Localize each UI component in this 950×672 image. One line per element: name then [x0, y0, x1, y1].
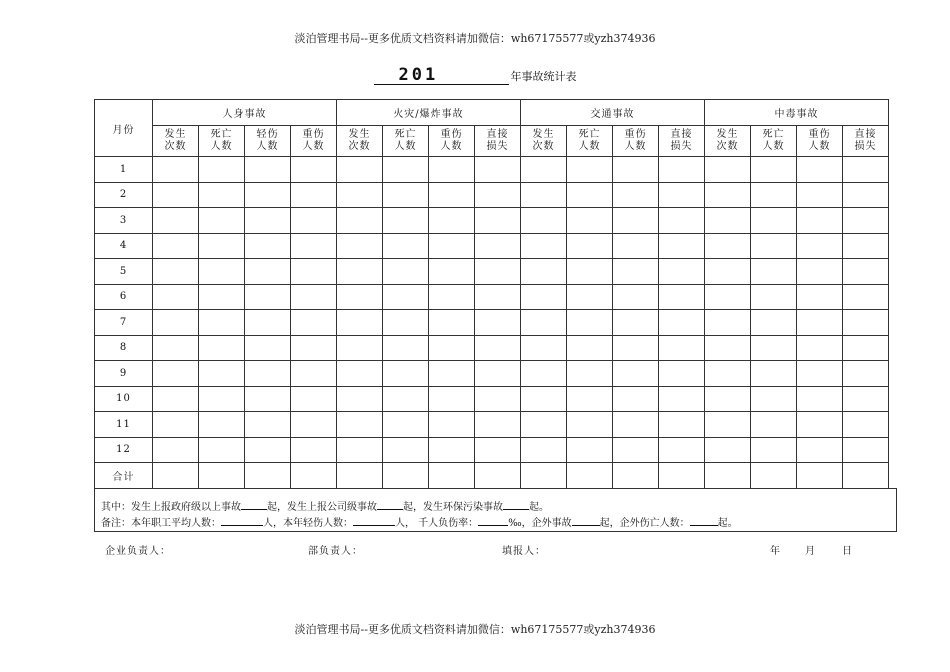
entry-cell[interactable]: [567, 259, 613, 285]
sub-column-header: 重伤 人数: [797, 126, 843, 157]
table-row: [95, 361, 889, 387]
entry-cell[interactable]: [521, 386, 567, 412]
entry-cell[interactable]: [705, 182, 751, 208]
notes-text: 起，发生上报公司级事故: [267, 502, 377, 513]
entry-cell[interactable]: [797, 284, 843, 310]
entry-cell[interactable]: [521, 284, 567, 310]
entry-cell[interactable]: [337, 233, 383, 259]
entry-cell[interactable]: [567, 361, 613, 387]
entry-cell[interactable]: [337, 412, 383, 438]
sub-column-header: 直接 损失: [659, 126, 705, 157]
entry-cell[interactable]: [383, 233, 429, 259]
entry-cell[interactable]: [843, 233, 889, 259]
entry-cell[interactable]: [475, 335, 521, 361]
entry-cell[interactable]: [613, 335, 659, 361]
notes-text: 人，本年轻伤人数：: [263, 518, 353, 529]
month-cell: 合计: [95, 463, 153, 489]
entry-cell[interactable]: [245, 233, 291, 259]
entry-cell[interactable]: [613, 284, 659, 310]
entry-cell[interactable]: [475, 259, 521, 285]
entry-cell[interactable]: [383, 310, 429, 336]
entry-cell[interactable]: [567, 284, 613, 310]
entry-cell[interactable]: [567, 463, 613, 489]
entry-cell[interactable]: [843, 284, 889, 310]
entry-cell[interactable]: [705, 386, 751, 412]
dept-head-label: 部负责人：: [308, 546, 363, 557]
table-row: [95, 335, 889, 361]
entry-cell[interactable]: [567, 437, 613, 463]
entry-cell[interactable]: [199, 412, 245, 438]
entry-cell[interactable]: [659, 386, 705, 412]
table-row: [95, 310, 889, 336]
entry-cell[interactable]: [797, 157, 843, 183]
entry-cell[interactable]: [843, 463, 889, 489]
entry-cell[interactable]: [153, 310, 199, 336]
entry-cell[interactable]: [567, 157, 613, 183]
entry-cell[interactable]: [705, 412, 751, 438]
entry-cell[interactable]: [383, 463, 429, 489]
entry-cell[interactable]: [705, 284, 751, 310]
entry-cell[interactable]: [567, 182, 613, 208]
entry-cell[interactable]: [843, 157, 889, 183]
entry-cell[interactable]: [659, 208, 705, 234]
sub-column-header: 发生 次数: [705, 126, 751, 157]
sub-column-header: 直接 损失: [843, 126, 889, 157]
entry-cell[interactable]: [337, 310, 383, 336]
entry-cell[interactable]: [475, 412, 521, 438]
entry-cell[interactable]: [843, 386, 889, 412]
entry-cell[interactable]: [429, 284, 475, 310]
notes-line-1: [101, 499, 890, 515]
entry-cell[interactable]: [153, 284, 199, 310]
day-label: 日: [842, 546, 853, 557]
entry-cell[interactable]: [245, 463, 291, 489]
entry-cell[interactable]: [751, 284, 797, 310]
entry-cell[interactable]: [659, 284, 705, 310]
entry-cell[interactable]: [843, 208, 889, 234]
entry-cell[interactable]: [429, 361, 475, 387]
sub-column-header: 死亡 人数: [567, 126, 613, 157]
entry-cell[interactable]: [797, 463, 843, 489]
entry-cell[interactable]: [659, 259, 705, 285]
notes-text: ‰，企外事故: [508, 518, 572, 529]
entry-cell[interactable]: [383, 386, 429, 412]
entry-cell[interactable]: [291, 310, 337, 336]
entry-cell[interactable]: [659, 335, 705, 361]
table-row: [95, 259, 889, 285]
entry-cell[interactable]: [705, 335, 751, 361]
minor-injury-blank: [353, 515, 395, 526]
entry-cell[interactable]: [153, 182, 199, 208]
entry-cell[interactable]: [567, 335, 613, 361]
entry-cell[interactable]: [153, 233, 199, 259]
sub-column-header: 重伤 人数: [291, 126, 337, 157]
entry-cell[interactable]: [245, 259, 291, 285]
entry-cell[interactable]: [337, 157, 383, 183]
entry-cell[interactable]: [429, 208, 475, 234]
entry-cell[interactable]: [245, 157, 291, 183]
entry-cell[interactable]: [797, 259, 843, 285]
entry-cell[interactable]: [383, 437, 429, 463]
entry-cell[interactable]: [797, 182, 843, 208]
entry-cell[interactable]: [429, 233, 475, 259]
entry-cell[interactable]: [245, 208, 291, 234]
sub-column-header: 发生 次数: [337, 126, 383, 157]
entry-cell[interactable]: [843, 182, 889, 208]
entry-cell[interactable]: [751, 259, 797, 285]
sub-column-header: 重伤 人数: [613, 126, 659, 157]
entry-cell[interactable]: [291, 437, 337, 463]
month-column-header: 月份: [95, 100, 153, 157]
injury-rate-blank: [478, 515, 508, 526]
entry-cell[interactable]: [751, 335, 797, 361]
entry-cell[interactable]: [659, 157, 705, 183]
entry-cell[interactable]: [199, 386, 245, 412]
entry-cell[interactable]: [705, 208, 751, 234]
month-cell: 4: [95, 233, 153, 259]
entry-cell[interactable]: [567, 208, 613, 234]
entry-cell[interactable]: [705, 361, 751, 387]
entry-cell[interactable]: [383, 361, 429, 387]
entry-cell[interactable]: [153, 335, 199, 361]
entry-cell[interactable]: [705, 463, 751, 489]
accident-statistics-table: [94, 99, 889, 489]
sub-column-header: 死亡 人数: [751, 126, 797, 157]
entry-cell[interactable]: [751, 310, 797, 336]
entry-cell[interactable]: [659, 233, 705, 259]
table-row: [95, 208, 889, 234]
entry-cell[interactable]: [705, 157, 751, 183]
table-row: [95, 412, 889, 438]
notes-line-2: [101, 515, 890, 531]
entry-cell[interactable]: [705, 259, 751, 285]
entry-cell[interactable]: [521, 412, 567, 438]
footer-watermark: 淡泊管理书局--更多优质文档资料请加微信：wh67175577或yzh374936: [294, 623, 656, 636]
entry-cell[interactable]: [475, 361, 521, 387]
entry-cell[interactable]: [613, 157, 659, 183]
gov-accident-blank: [241, 499, 267, 510]
sub-column-header: 死亡 人数: [199, 126, 245, 157]
group-header: 中毒事故: [705, 100, 889, 126]
entry-cell[interactable]: [659, 412, 705, 438]
entry-cell[interactable]: [613, 208, 659, 234]
entry-cell[interactable]: [291, 335, 337, 361]
entry-cell[interactable]: [613, 310, 659, 336]
entry-cell[interactable]: [199, 182, 245, 208]
entry-cell[interactable]: [613, 386, 659, 412]
notes-text: 起，发生环保污染事故: [403, 502, 503, 513]
entry-cell[interactable]: [383, 412, 429, 438]
entry-cell[interactable]: [475, 182, 521, 208]
month-cell: 5: [95, 259, 153, 285]
entry-cell[interactable]: [751, 182, 797, 208]
month-cell: 8: [95, 335, 153, 361]
entry-cell[interactable]: [567, 233, 613, 259]
entry-cell[interactable]: [751, 157, 797, 183]
entry-cell[interactable]: [337, 386, 383, 412]
entry-cell[interactable]: [245, 412, 291, 438]
month-cell: 7: [95, 310, 153, 336]
entry-cell[interactable]: [475, 463, 521, 489]
notes-text: 其中：发生上报政府级以上事故: [101, 502, 241, 513]
entry-cell[interactable]: [245, 284, 291, 310]
entry-cell[interactable]: [475, 284, 521, 310]
entry-cell[interactable]: [521, 310, 567, 336]
company-head-label: 企业负责人：: [105, 546, 171, 557]
entry-cell[interactable]: [521, 182, 567, 208]
entry-cell[interactable]: [383, 182, 429, 208]
entry-cell[interactable]: [705, 310, 751, 336]
env-accident-blank: [503, 499, 529, 510]
external-casualty-blank: [690, 515, 718, 526]
entry-cell[interactable]: [475, 310, 521, 336]
year-field: 201: [374, 66, 509, 85]
entry-cell[interactable]: [475, 157, 521, 183]
entry-cell[interactable]: [751, 233, 797, 259]
entry-cell[interactable]: [613, 361, 659, 387]
group-header: 人身事故: [153, 100, 337, 126]
entry-cell[interactable]: [751, 386, 797, 412]
entry-cell[interactable]: [199, 233, 245, 259]
entry-cell[interactable]: [291, 259, 337, 285]
entry-cell[interactable]: [337, 259, 383, 285]
entry-cell[interactable]: [475, 233, 521, 259]
entry-cell[interactable]: [153, 412, 199, 438]
entry-cell[interactable]: [153, 208, 199, 234]
entry-cell[interactable]: [199, 335, 245, 361]
entry-cell[interactable]: [843, 259, 889, 285]
entry-cell[interactable]: [613, 412, 659, 438]
entry-cell[interactable]: [429, 310, 475, 336]
entry-cell[interactable]: [291, 208, 337, 234]
sub-column-header: 死亡 人数: [383, 126, 429, 157]
entry-cell[interactable]: [521, 157, 567, 183]
month-cell: 11: [95, 412, 153, 438]
entry-cell[interactable]: [199, 208, 245, 234]
entry-cell[interactable]: [843, 335, 889, 361]
notes-box: [94, 488, 897, 532]
month-cell: 12: [95, 437, 153, 463]
sub-column-header: 轻伤 人数: [245, 126, 291, 157]
entry-cell[interactable]: [613, 463, 659, 489]
month-cell: 3: [95, 208, 153, 234]
group-header: 交通事故: [521, 100, 705, 126]
entry-cell[interactable]: [659, 310, 705, 336]
entry-cell[interactable]: [843, 437, 889, 463]
title-text: 年事故统计表: [510, 70, 577, 83]
entry-cell[interactable]: [751, 361, 797, 387]
table-row: [95, 233, 889, 259]
entry-cell[interactable]: [843, 310, 889, 336]
month-cell: 9: [95, 361, 153, 387]
entry-cell[interactable]: [429, 386, 475, 412]
entry-cell[interactable]: [751, 437, 797, 463]
entry-cell[interactable]: [429, 335, 475, 361]
notes-text: 起。: [529, 502, 549, 513]
month-cell: 6: [95, 284, 153, 310]
table-row: [95, 284, 889, 310]
entry-cell[interactable]: [199, 437, 245, 463]
table-row: [95, 182, 889, 208]
entry-cell[interactable]: [199, 361, 245, 387]
notes-text: 人， 千人负伤率：: [395, 518, 479, 529]
entry-cell[interactable]: [659, 182, 705, 208]
table-row: [95, 437, 889, 463]
entry-cell[interactable]: [751, 412, 797, 438]
entry-cell[interactable]: [245, 361, 291, 387]
entry-cell[interactable]: [383, 335, 429, 361]
notes-text: 备注：本年职工平均人数：: [101, 518, 221, 529]
entry-cell[interactable]: [245, 335, 291, 361]
entry-cell[interactable]: [613, 233, 659, 259]
table-row: [95, 157, 889, 183]
entry-cell[interactable]: [429, 463, 475, 489]
entry-cell[interactable]: [153, 157, 199, 183]
entry-cell[interactable]: [245, 182, 291, 208]
filler-label: 填报人：: [502, 546, 546, 557]
entry-cell[interactable]: [199, 259, 245, 285]
entry-cell[interactable]: [797, 310, 843, 336]
entry-cell[interactable]: [705, 233, 751, 259]
entry-cell[interactable]: [291, 386, 337, 412]
entry-cell[interactable]: [153, 259, 199, 285]
entry-cell[interactable]: [383, 157, 429, 183]
entry-cell[interactable]: [843, 412, 889, 438]
table-row: [95, 386, 889, 412]
header-watermark: 淡泊管理书局--更多优质文档资料请加微信：wh67175577或yzh374936: [294, 32, 656, 45]
entry-cell[interactable]: [475, 437, 521, 463]
group-header: 火灾/爆炸事故: [337, 100, 521, 126]
entry-cell[interactable]: [199, 284, 245, 310]
entry-cell[interactable]: [153, 437, 199, 463]
notes-text: 起，企外伤亡人数：: [599, 518, 690, 529]
company-accident-blank: [377, 499, 403, 510]
month-cell: 1: [95, 157, 153, 183]
entry-cell[interactable]: [521, 463, 567, 489]
entry-cell[interactable]: [843, 361, 889, 387]
entry-cell[interactable]: [521, 335, 567, 361]
month-label: 月: [805, 546, 816, 557]
sub-column-header: 重伤 人数: [429, 126, 475, 157]
entry-cell[interactable]: [613, 259, 659, 285]
sub-column-header: 发生 次数: [521, 126, 567, 157]
entry-cell[interactable]: [199, 157, 245, 183]
entry-cell[interactable]: [521, 233, 567, 259]
entry-cell[interactable]: [797, 233, 843, 259]
avg-staff-blank: [221, 515, 263, 526]
year-label: 年: [770, 546, 781, 557]
entry-cell[interactable]: [337, 361, 383, 387]
entry-cell[interactable]: [567, 310, 613, 336]
document-title: [0, 66, 950, 85]
entry-cell[interactable]: [429, 182, 475, 208]
entry-cell[interactable]: [429, 412, 475, 438]
entry-cell[interactable]: [567, 412, 613, 438]
month-cell: 2: [95, 182, 153, 208]
entry-cell[interactable]: [337, 437, 383, 463]
entry-cell[interactable]: [659, 437, 705, 463]
entry-cell[interactable]: [521, 437, 567, 463]
entry-cell[interactable]: [659, 463, 705, 489]
entry-cell[interactable]: [797, 386, 843, 412]
entry-cell[interactable]: [291, 412, 337, 438]
entry-cell[interactable]: [705, 437, 751, 463]
month-cell: 10: [95, 386, 153, 412]
entry-cell[interactable]: [383, 259, 429, 285]
entry-cell[interactable]: [429, 157, 475, 183]
entry-cell[interactable]: [751, 463, 797, 489]
entry-cell[interactable]: [521, 361, 567, 387]
entry-cell[interactable]: [337, 463, 383, 489]
sub-column-header: 发生 次数: [153, 126, 199, 157]
entry-cell[interactable]: [153, 463, 199, 489]
entry-cell[interactable]: [797, 412, 843, 438]
entry-cell[interactable]: [153, 386, 199, 412]
entry-cell[interactable]: [337, 182, 383, 208]
entry-cell[interactable]: [337, 284, 383, 310]
entry-cell[interactable]: [797, 361, 843, 387]
entry-cell[interactable]: [797, 437, 843, 463]
entry-cell[interactable]: [153, 361, 199, 387]
entry-cell[interactable]: [291, 157, 337, 183]
entry-cell[interactable]: [337, 335, 383, 361]
entry-cell[interactable]: [751, 208, 797, 234]
entry-cell[interactable]: [337, 208, 383, 234]
sub-column-header: 直接 损失: [475, 126, 521, 157]
entry-cell[interactable]: [797, 335, 843, 361]
entry-cell[interactable]: [475, 208, 521, 234]
entry-cell[interactable]: [429, 259, 475, 285]
entry-cell[interactable]: [797, 208, 843, 234]
entry-cell[interactable]: [291, 182, 337, 208]
entry-cell[interactable]: [245, 437, 291, 463]
entry-cell[interactable]: [199, 310, 245, 336]
external-accident-blank: [572, 515, 600, 526]
table-row: [95, 463, 889, 489]
entry-cell[interactable]: [199, 463, 245, 489]
entry-cell[interactable]: [429, 437, 475, 463]
entry-cell[interactable]: [383, 284, 429, 310]
entry-cell[interactable]: [245, 386, 291, 412]
entry-cell[interactable]: [521, 259, 567, 285]
entry-cell[interactable]: [475, 386, 521, 412]
entry-cell[interactable]: [291, 284, 337, 310]
notes-text: 起。: [717, 518, 738, 529]
entry-cell[interactable]: [521, 208, 567, 234]
entry-cell[interactable]: [659, 361, 705, 387]
entry-cell[interactable]: [567, 386, 613, 412]
entry-cell[interactable]: [245, 310, 291, 336]
entry-cell[interactable]: [291, 361, 337, 387]
entry-cell[interactable]: [383, 208, 429, 234]
entry-cell[interactable]: [291, 463, 337, 489]
entry-cell[interactable]: [291, 233, 337, 259]
entry-cell[interactable]: [613, 437, 659, 463]
entry-cell[interactable]: [613, 182, 659, 208]
